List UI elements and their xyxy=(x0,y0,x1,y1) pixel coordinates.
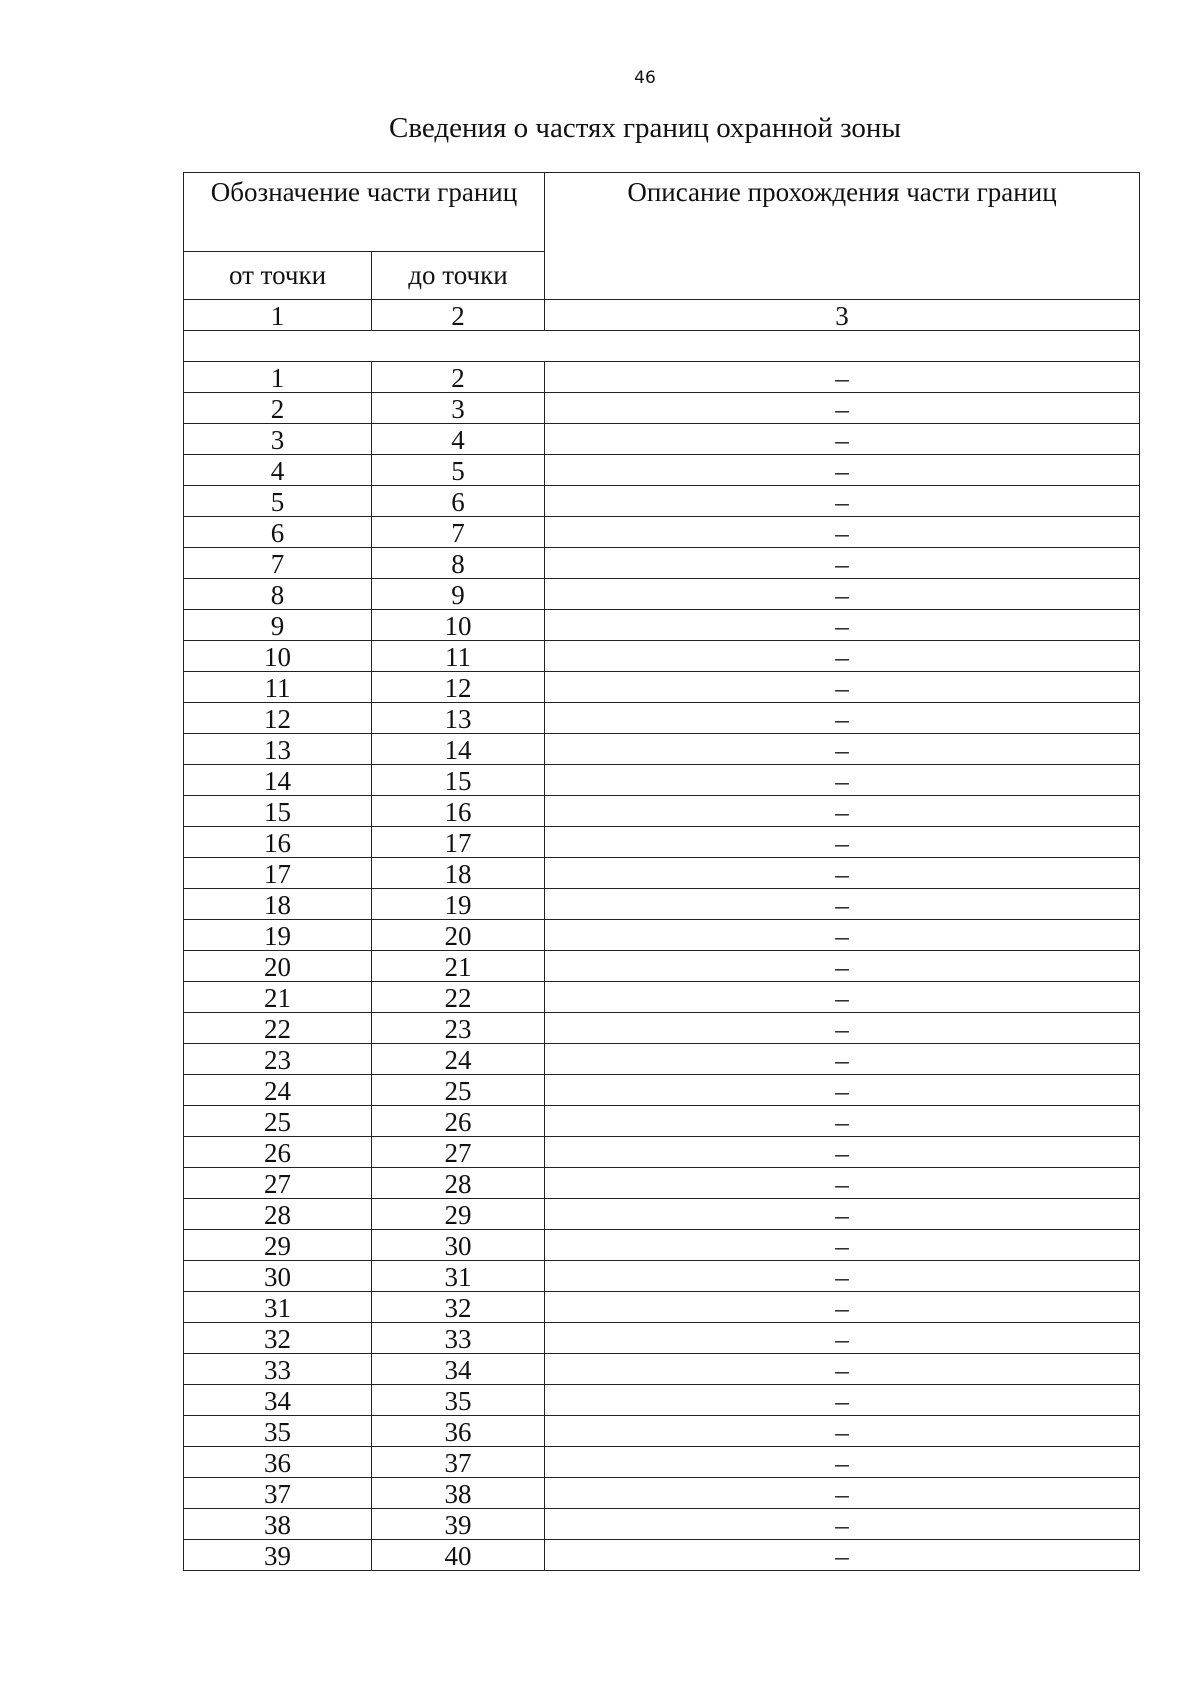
column-number: 2 xyxy=(372,300,545,331)
description-cell: – xyxy=(545,796,1140,827)
column-number: 1 xyxy=(184,300,372,331)
to-point-cell: 32 xyxy=(372,1292,545,1323)
from-point-cell: 5 xyxy=(184,486,372,517)
description-cell: – xyxy=(545,889,1140,920)
table-row xyxy=(184,703,1140,734)
description-cell: – xyxy=(545,703,1140,734)
description-cell: – xyxy=(545,486,1140,517)
table-row xyxy=(184,672,1140,703)
description-cell: – xyxy=(545,858,1140,889)
description-cell: – xyxy=(545,1013,1140,1044)
table-row xyxy=(184,1230,1140,1261)
from-point-cell: 35 xyxy=(184,1416,372,1447)
description-cell: – xyxy=(545,1540,1140,1571)
to-point-cell: 20 xyxy=(372,920,545,951)
blank-row xyxy=(184,331,1140,362)
from-point-cell: 13 xyxy=(184,734,372,765)
table-row xyxy=(184,424,1140,455)
description-cell: – xyxy=(545,1385,1140,1416)
boundary-designation-header: Обозначение части границ xyxy=(184,173,545,252)
description-cell: – xyxy=(545,982,1140,1013)
table-row xyxy=(184,362,1140,393)
blank-cell xyxy=(184,331,1140,362)
to-point-cell: 19 xyxy=(372,889,545,920)
table-row xyxy=(184,1261,1140,1292)
to-point-cell: 40 xyxy=(372,1540,545,1571)
page-title: Сведения о частях границ охранной зоны xyxy=(389,112,901,144)
to-point-cell: 18 xyxy=(372,858,545,889)
to-point-cell: 36 xyxy=(372,1416,545,1447)
description-cell: – xyxy=(545,362,1140,393)
from-point-cell: 26 xyxy=(184,1137,372,1168)
to-point-cell: 10 xyxy=(372,610,545,641)
from-point-cell: 20 xyxy=(184,951,372,982)
description-cell: – xyxy=(545,765,1140,796)
from-point-cell: 16 xyxy=(184,827,372,858)
to-point-cell: 15 xyxy=(372,765,545,796)
table-row xyxy=(184,1013,1140,1044)
from-point-cell: 10 xyxy=(184,641,372,672)
to-point-cell: 38 xyxy=(372,1478,545,1509)
description-cell: – xyxy=(545,1354,1140,1385)
to-point-cell: 14 xyxy=(372,734,545,765)
from-point-cell: 19 xyxy=(184,920,372,951)
column-number: 3 xyxy=(545,300,1140,331)
description-cell: – xyxy=(545,1075,1140,1106)
table-row xyxy=(184,1168,1140,1199)
boundary-description-header: Описание прохождения части границ xyxy=(545,173,1140,300)
from-point-cell: 29 xyxy=(184,1230,372,1261)
table-row xyxy=(184,1416,1140,1447)
to-point-cell: 28 xyxy=(372,1168,545,1199)
from-point-cell: 30 xyxy=(184,1261,372,1292)
column-number-row xyxy=(184,300,1140,331)
to-point-cell: 11 xyxy=(372,641,545,672)
from-point-cell: 36 xyxy=(184,1447,372,1478)
table-row xyxy=(184,889,1140,920)
description-cell: – xyxy=(545,1106,1140,1137)
description-cell: – xyxy=(545,1230,1140,1261)
description-cell: – xyxy=(545,1044,1140,1075)
to-point-cell: 6 xyxy=(372,486,545,517)
description-cell: – xyxy=(545,1447,1140,1478)
to-point-cell: 26 xyxy=(372,1106,545,1137)
table-row xyxy=(184,455,1140,486)
table-row xyxy=(184,1106,1140,1137)
from-point-cell: 18 xyxy=(184,889,372,920)
description-cell: – xyxy=(545,827,1140,858)
description-cell: – xyxy=(545,1478,1140,1509)
to-point-cell: 35 xyxy=(372,1385,545,1416)
description-cell: – xyxy=(545,455,1140,486)
table-row xyxy=(184,517,1140,548)
to-point-cell: 17 xyxy=(372,827,545,858)
description-cell: – xyxy=(545,1261,1140,1292)
to-point-cell: 9 xyxy=(372,579,545,610)
to-point-cell: 23 xyxy=(372,1013,545,1044)
description-cell: – xyxy=(545,1509,1140,1540)
from-point-cell: 7 xyxy=(184,548,372,579)
table-row xyxy=(184,1447,1140,1478)
from-point-cell: 6 xyxy=(184,517,372,548)
description-cell: – xyxy=(545,610,1140,641)
table-row xyxy=(184,1509,1140,1540)
description-cell: – xyxy=(545,393,1140,424)
from-point-cell: 24 xyxy=(184,1075,372,1106)
from-point-cell: 28 xyxy=(184,1199,372,1230)
from-point-cell: 3 xyxy=(184,424,372,455)
to-point-cell: 21 xyxy=(372,951,545,982)
to-point-cell: 12 xyxy=(372,672,545,703)
to-point-cell: 33 xyxy=(372,1323,545,1354)
to-point-cell: 24 xyxy=(372,1044,545,1075)
to-point-cell: 7 xyxy=(372,517,545,548)
to-point-cell: 2 xyxy=(372,362,545,393)
from-point-cell: 11 xyxy=(184,672,372,703)
table-row xyxy=(184,1044,1140,1075)
to-point-header: до точки xyxy=(372,252,545,300)
description-cell: – xyxy=(545,672,1140,703)
from-point-cell: 32 xyxy=(184,1323,372,1354)
to-point-cell: 13 xyxy=(372,703,545,734)
description-cell: – xyxy=(545,1137,1140,1168)
description-cell: – xyxy=(545,579,1140,610)
table-body xyxy=(184,173,1140,1571)
description-cell: – xyxy=(545,1199,1140,1230)
table-row xyxy=(184,1323,1140,1354)
table-row xyxy=(184,393,1140,424)
header-row xyxy=(184,173,1140,252)
from-point-cell: 31 xyxy=(184,1292,372,1323)
table-row xyxy=(184,796,1140,827)
from-point-cell: 15 xyxy=(184,796,372,827)
table-row xyxy=(184,486,1140,517)
table-row xyxy=(184,1075,1140,1106)
to-point-cell: 8 xyxy=(372,548,545,579)
table-row xyxy=(184,579,1140,610)
table-row xyxy=(184,1385,1140,1416)
from-point-cell: 39 xyxy=(184,1540,372,1571)
table-row xyxy=(184,610,1140,641)
to-point-cell: 29 xyxy=(372,1199,545,1230)
table-row xyxy=(184,1137,1140,1168)
to-point-cell: 22 xyxy=(372,982,545,1013)
from-point-cell: 22 xyxy=(184,1013,372,1044)
table-row xyxy=(184,982,1140,1013)
table-row xyxy=(184,1478,1140,1509)
description-cell: – xyxy=(545,1168,1140,1199)
to-point-cell: 39 xyxy=(372,1509,545,1540)
to-point-cell: 5 xyxy=(372,455,545,486)
to-point-cell: 3 xyxy=(372,393,545,424)
description-cell: – xyxy=(545,424,1140,455)
from-point-cell: 1 xyxy=(184,362,372,393)
to-point-cell: 37 xyxy=(372,1447,545,1478)
description-cell: – xyxy=(545,951,1140,982)
from-point-cell: 9 xyxy=(184,610,372,641)
table-row xyxy=(184,858,1140,889)
description-cell: – xyxy=(545,548,1140,579)
from-point-cell: 12 xyxy=(184,703,372,734)
table-row xyxy=(184,641,1140,672)
from-point-cell: 4 xyxy=(184,455,372,486)
to-point-cell: 27 xyxy=(372,1137,545,1168)
boundary-parts-table xyxy=(183,172,1140,1571)
from-point-cell: 2 xyxy=(184,393,372,424)
from-point-cell: 38 xyxy=(184,1509,372,1540)
from-point-cell: 25 xyxy=(184,1106,372,1137)
from-point-header: от точки xyxy=(184,252,372,300)
from-point-cell: 37 xyxy=(184,1478,372,1509)
to-point-cell: 25 xyxy=(372,1075,545,1106)
from-point-cell: 34 xyxy=(184,1385,372,1416)
from-point-cell: 33 xyxy=(184,1354,372,1385)
description-cell: – xyxy=(545,1416,1140,1447)
to-point-cell: 30 xyxy=(372,1230,545,1261)
description-cell: – xyxy=(545,920,1140,951)
description-cell: – xyxy=(545,641,1140,672)
to-point-cell: 34 xyxy=(372,1354,545,1385)
table-row xyxy=(184,734,1140,765)
description-cell: – xyxy=(545,1323,1140,1354)
from-point-cell: 17 xyxy=(184,858,372,889)
table-row xyxy=(184,1540,1140,1571)
from-point-cell: 23 xyxy=(184,1044,372,1075)
to-point-cell: 16 xyxy=(372,796,545,827)
to-point-cell: 31 xyxy=(372,1261,545,1292)
table-row xyxy=(184,765,1140,796)
from-point-cell: 8 xyxy=(184,579,372,610)
table-row xyxy=(184,1199,1140,1230)
description-cell: – xyxy=(545,1292,1140,1323)
from-point-cell: 27 xyxy=(184,1168,372,1199)
description-cell: – xyxy=(545,517,1140,548)
table-row xyxy=(184,827,1140,858)
from-point-cell: 14 xyxy=(184,765,372,796)
table-row xyxy=(184,1354,1140,1385)
table-row xyxy=(184,920,1140,951)
table-row xyxy=(184,951,1140,982)
page-number: 46 xyxy=(634,68,656,88)
table-row xyxy=(184,548,1140,579)
from-point-cell: 21 xyxy=(184,982,372,1013)
description-cell: – xyxy=(545,734,1140,765)
table-row xyxy=(184,1292,1140,1323)
to-point-cell: 4 xyxy=(372,424,545,455)
